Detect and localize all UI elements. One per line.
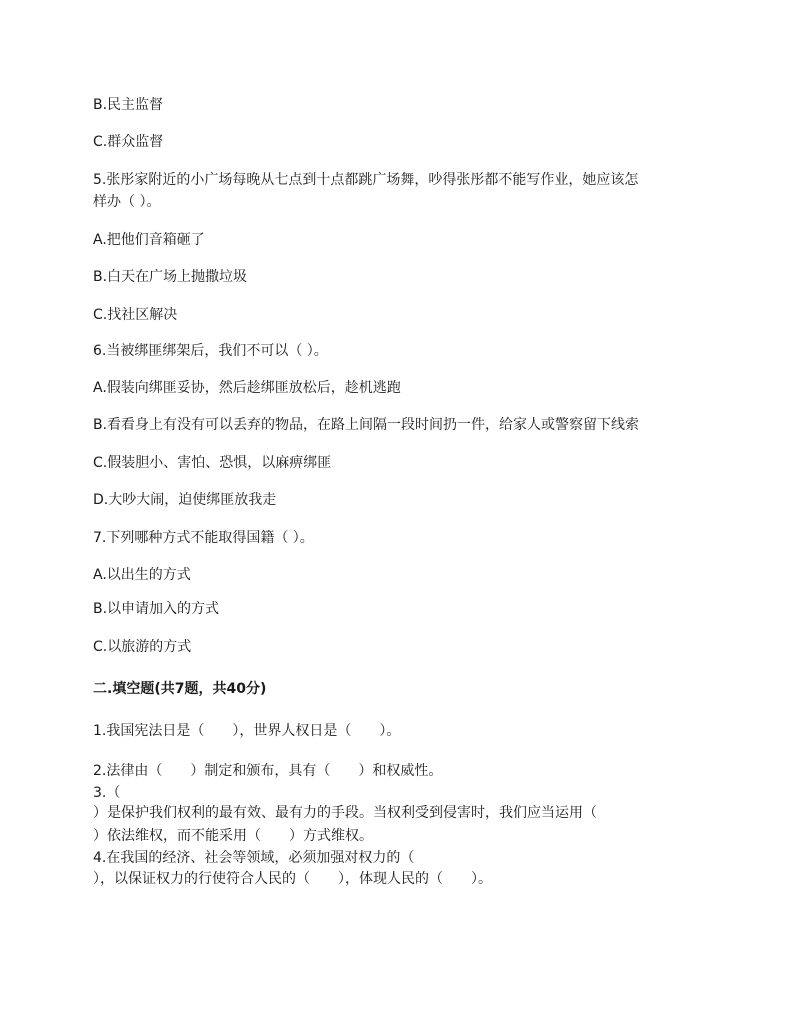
q7-option-c: C.以旅游的方式 <box>93 639 192 655</box>
fill2-text: 2.法律由（ ）制定和颁布，具有（ ）和权威性。 <box>93 763 443 779</box>
q5-option-b: B.白天在广场上抛撒垃圾 <box>93 269 248 285</box>
fill3-line2: ）是保护我们权利的最有效、最有力的手段。当权利受到侵害时，我们应当运用（ <box>93 805 597 821</box>
q6-option-a: A.假装向绑匪妥协，然后趁绑匪放松后，趁机逃跑 <box>93 380 401 396</box>
q4-option-c: C.群众监督 <box>93 134 164 150</box>
q5-option-c: C.找社区解决 <box>93 307 178 323</box>
q6-stem: 6.当被绑匪绑架后，我们不可以（ ）。 <box>93 343 328 359</box>
section-title: 二.填空题(共7题，共40分) <box>93 681 267 697</box>
fill3-line1: 3.（ <box>93 785 121 801</box>
q6-option-b: B.看看身上有没有可以丢弃的物品，在路上间隔一段时间扔一件，给家人或警察留下线索 <box>93 417 640 433</box>
fill4-line2: ），以保证权力的行使符合人民的（ ），体现人民的（ ）。 <box>93 871 492 887</box>
q7-option-b: B.以申请加入的方式 <box>93 601 220 617</box>
q5-stem-line1: 5.张彤家附近的小广场每晚从七点到十点都跳广场舞，吵得张彤都不能写作业，她应该怎 <box>93 172 639 188</box>
fill3-line3: ）依法维权，而不能采用（ ）方式维权。 <box>93 828 373 844</box>
q7-option-a: A.以出生的方式 <box>93 567 191 583</box>
q4-option-b: B.民主监督 <box>93 97 164 113</box>
q5-stem-line2: 样办（ ）。 <box>93 194 161 210</box>
q7-stem: 7.下列哪种方式不能取得国籍（ ）。 <box>93 530 314 546</box>
fill1-text: 1.我国宪法日是（ ），世界人权日是（ ）。 <box>93 723 401 739</box>
q6-option-c: C.假装胆小、害怕、恐惧，以麻痹绑匪 <box>93 455 332 471</box>
q5-option-a: A.把他们音箱砸了 <box>93 232 205 248</box>
fill4-line1: 4.在我国的经济、社会等领域，必须加强对权力的（ <box>93 850 415 866</box>
q6-option-d: D.大吵大闹，迫使绑匪放我走 <box>93 492 277 508</box>
